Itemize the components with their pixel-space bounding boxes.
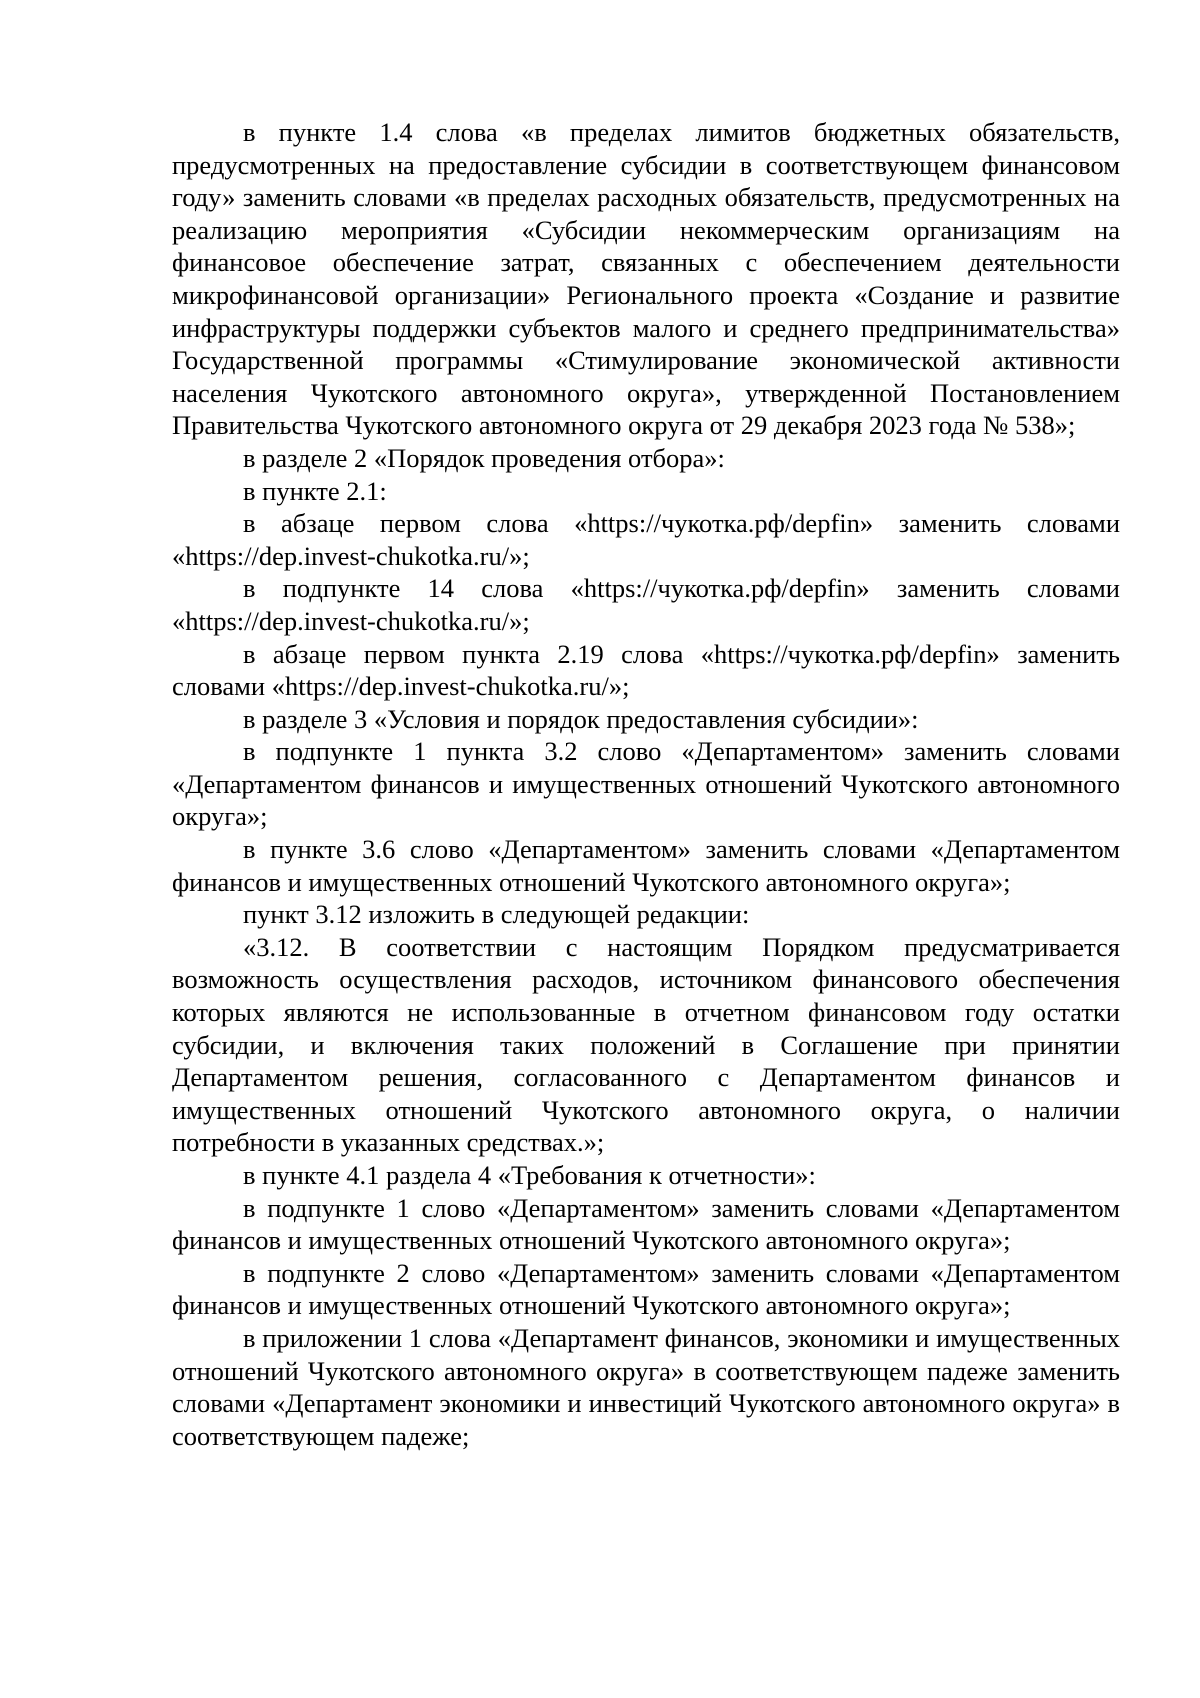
document-body xyxy=(172,116,1120,1452)
paragraph-first-abzac: в абзаце первом слова «https://чукотка.рф/depfin» заменить словами «https://dep.invest-chukotka.ru/»; xyxy=(172,508,1120,571)
paragraph-appendix-1: в приложении 1 слова «Департамент финансов, экономики и имущественных отношений Чукотского автономного округа» в соответствующем падеже заменить словами «Департамент экономики и инвестиций Чукотского автономного округа» в соответствующем падеже; xyxy=(172,1322,1120,1451)
paragraph-point-3-12-text: «3.12. В соответствии с настоящим Порядком предусматривается возможность осуществления расходов, источником финансового обеспечения которых являются не использованные в отчетном финансовом году остатки субсидии, и включения таких положений в Соглашение при принятии Департаментом решения, согласованного с Департаментом финансов и имущественных отношений Чукотского автономного округа, о наличии потребности в указанных средствах.»; xyxy=(172,931,1120,1158)
paragraph-point-3-6: в пункте 3.6 слово «Департаментом» заменить словами «Департаментом финансов и имущественных отношений Чукотского автономного округа»; xyxy=(172,834,1120,897)
paragraph-subpoint-1: в подпункте 1 слово «Департаментом» заменить словами «Департаментом финансов и имущественных отношений Чукотского автономного округа»; xyxy=(172,1192,1120,1256)
paragraph-section-3-heading: в разделе 3 «Условия и порядок предоставления субсидии»: xyxy=(243,703,919,734)
paragraph-subpoint-14: в подпункте 14 слова «https://чукотка.рф/depfin» заменить словами «https://dep.invest-chukotka.ru/»; xyxy=(172,573,1120,636)
paragraph-subpoint-2: в подпункте 2 слово «Департаментом» заменить словами «Департаментом финансов и имущественных отношений Чукотского автономного округа»; xyxy=(172,1257,1120,1321)
paragraph-point-3-12-intro: пункт 3.12 изложить в следующей редакции: xyxy=(243,899,750,930)
paragraph-point-2-1: в пункте 2.1: xyxy=(243,475,387,506)
paragraph-1-4-amendment: в пункте 1.4 слова «в пределах лимитов бюджетных обязательств, предусмотренных на предоставление субсидии в соответствующем финансовом году» заменить словами «в пределах расходных обязательств, предусмотренных на реализацию мероприятия «Субсидии некоммерческим организациям на финансовое обеспечение затрат, связанных с обеспечением деятельности микрофинансовой организации» Регионального проекта «Создание и развитие инфраструктуры поддержки субъектов малого и среднего предпринимательства» Государственной программы «Стимулирование экономической активности населения Чукотского автономного округа», утвержденной Постановлением Правительства Чукотского автономного округа от 29 декабря 2023 года № 538»; xyxy=(172,117,1120,441)
paragraph-point-3-2: в подпункте 1 пункта 3.2 слово «Департаментом» заменить словами «Департаментом финансов и имущественных отношений Чукотского автономного округа»; xyxy=(172,736,1120,832)
paragraph-section-2-heading: в разделе 2 «Порядок проведения отбора»: xyxy=(243,442,725,473)
paragraph-point-2-19: в абзаце первом пункта 2.19 слова «https://чукотка.рф/depfin» заменить словами «https://dep.invest-chukotka.ru/»; xyxy=(172,638,1120,702)
paragraph-section-4-heading: в пункте 4.1 раздела 4 «Требования к отчетности»: xyxy=(243,1160,816,1190)
